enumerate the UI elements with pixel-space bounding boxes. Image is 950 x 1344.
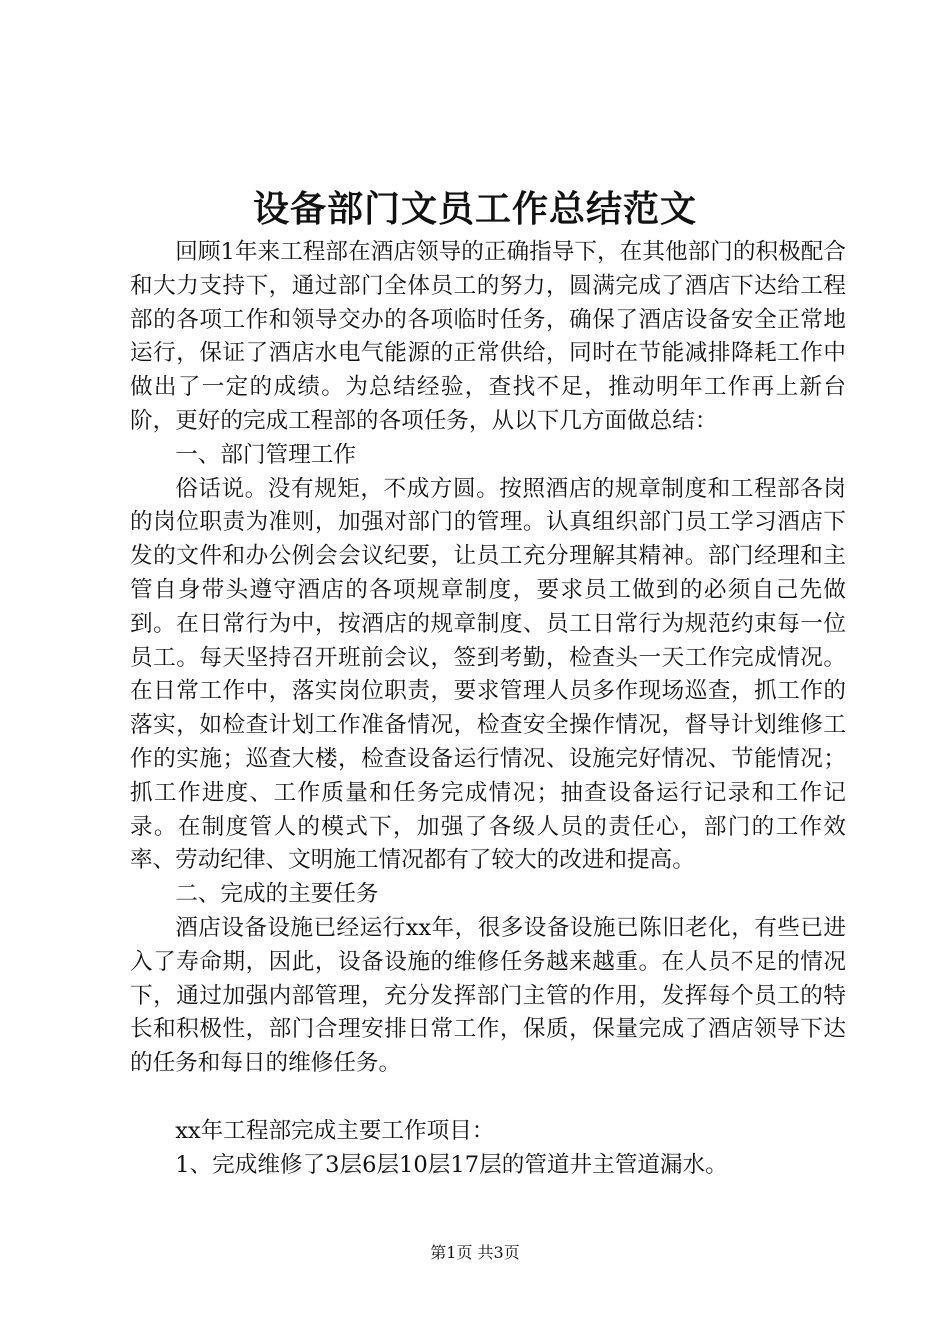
paragraph-intro: 回顾1年来工程部在酒店领导的正确指导下，在其他部门的积极配合和大力支持下，通过部门全体员工的努力，圆满完成了酒店下达给工程部的各项工作和领导交办的各项临时任务，确保了酒店设备安全正常地运行，保证了酒店水电气能源的正常供给，同时在节能减排降耗工作中做出了一定的成绩。为总结经验，查找不足，推动明年工作再上新台阶，更好的完成工程部的各项任务，从以下几方面做总结：: [130, 239, 846, 434]
section-heading-tasks: 二、完成的主要任务: [175, 881, 379, 908]
document-title: 设备部门文员工作总结范文: [252, 188, 697, 230]
paragraph-project-item-1: 1、完成维修了3层6层10层17层的管道井主管道漏水。: [175, 1151, 728, 1178]
paragraph-management: 俗话说。没有规矩，不成方圆。按照酒店的规章制度和工程部各岗的岗位职责为准则，加强对部门的管理。认真组织部门员工学习酒店下发的文件和办公例会会议纪要，让员工充分理解其精神。部门经理和主管自身带头遵守酒店的各项规章制度，要求员工做到的必须自己先做到。在日常行为中，按酒店的规章制度、员工日常行为规范约束每一位员工。每天坚持召开班前会议，签到考勤，检查头一天工作完成情况。在日常工作中，落实岗位职责，要求管理人员多作现场巡查，抓工作的落实，如检查计划工作准备情况，检查安全操作情况，督导计划维修工作的实施；巡查大楼，检查设备运行情况、设施完好情况、节能情况；抓工作进度、工作质量和任务完成情况；抽查设备运行记录和工作记录。在制度管人的模式下，加强了各级人员的责任心，部门的工作效率、劳动纪律、文明施工情况都有了较大的改进和提高。: [130, 475, 846, 874]
section-heading-management: 一、部门管理工作: [175, 441, 356, 468]
paragraph-spacer: [130, 1081, 846, 1115]
document-body: [130, 236, 846, 1182]
page-footer: 第1页 共3页: [430, 1243, 520, 1262]
paragraph-projects-heading: xx年工程部完成主要工作项目：: [175, 1117, 495, 1144]
paragraph-tasks: 酒店设备设施已经运行xx年，很多设备设施已陈旧老化，有些已进入了寿命期，因此，设备设施的维修任务越来越重。在人员不足的情况下，通过加强内部管理，充分发挥部门主管的作用，发挥每个员工的特长和积极性，部门合理安排日常工作，保质，保量完成了酒店领导下达的任务和每日的维修任务。: [130, 914, 846, 1077]
